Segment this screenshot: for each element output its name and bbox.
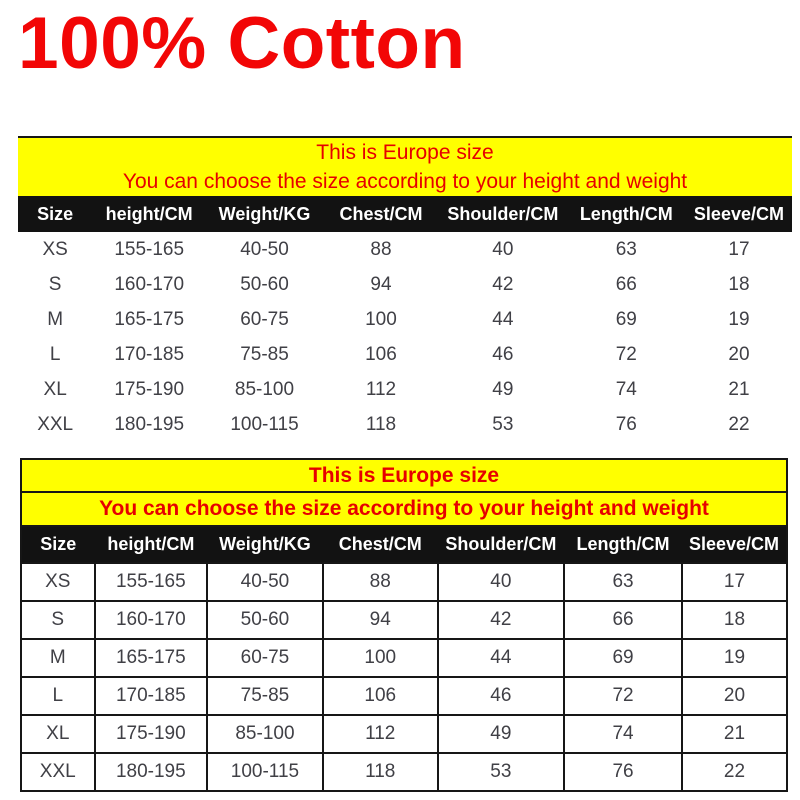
column-header-weight-kg: Weight/KG: [207, 526, 323, 563]
measurement-cell: 85-100: [207, 715, 323, 753]
measurement-cell: 66: [564, 601, 682, 639]
size-label-cell: XL: [21, 715, 95, 753]
measurement-cell: 69: [564, 639, 682, 677]
measurement-cell: 19: [686, 302, 792, 337]
size-row-l: [18, 337, 792, 372]
measurement-cell: 94: [323, 601, 438, 639]
measurement-cell: 170-185: [92, 337, 206, 372]
column-header-chest-cm: Chest/CM: [323, 196, 439, 232]
measurement-cell: 155-165: [92, 232, 206, 267]
measurement-cell: 106: [323, 677, 438, 715]
measurement-cell: 50-60: [207, 601, 323, 639]
size-chart-plain: [18, 136, 792, 442]
size-label-cell: M: [21, 639, 95, 677]
column-header-sleeve-cm: Sleeve/CM: [686, 196, 792, 232]
banner-subtitle: You can choose the size according to your height and weight: [122, 170, 688, 193]
column-header-size: Size: [18, 196, 92, 232]
measurement-cell: 175-190: [95, 715, 208, 753]
measurement-cell: 22: [686, 407, 792, 442]
measurement-cell: 40-50: [206, 232, 323, 267]
measurement-cell: 75-85: [207, 677, 323, 715]
column-header-weight-kg: Weight/KG: [206, 196, 323, 232]
measurement-cell: 40-50: [207, 563, 323, 601]
size-label-cell: XL: [18, 372, 92, 407]
measurement-cell: 170-185: [95, 677, 208, 715]
column-header-height-cm: height/CM: [92, 196, 206, 232]
measurement-cell: 21: [682, 715, 787, 753]
size-chart-bordered: [20, 458, 788, 792]
measurement-cell: 63: [564, 563, 682, 601]
measurement-cell: 18: [686, 267, 792, 302]
size-row-l: [21, 677, 787, 715]
measurement-cell: 155-165: [95, 563, 208, 601]
banner-title: This is Europe size: [22, 460, 786, 493]
measurement-cell: 106: [323, 337, 439, 372]
size-row-xxl: [21, 753, 787, 791]
banner-title: This is Europe size: [316, 141, 494, 164]
measurement-cell: 118: [323, 407, 439, 442]
size-label-cell: S: [18, 267, 92, 302]
measurement-cell: 40: [438, 563, 564, 601]
measurement-cell: 49: [439, 372, 567, 407]
measurement-cell: 63: [567, 232, 686, 267]
measurement-cell: 19: [682, 639, 787, 677]
measurement-cell: 46: [438, 677, 564, 715]
size-row-xl: [21, 715, 787, 753]
banner: [20, 458, 788, 525]
banner-subtitle: You can choose the size according to your height and weight: [99, 497, 709, 520]
size-label-cell: S: [21, 601, 95, 639]
size-label-cell: XXL: [21, 753, 95, 791]
measurement-cell: 180-195: [92, 407, 206, 442]
measurement-cell: 60-75: [206, 302, 323, 337]
measurement-cell: 17: [686, 232, 792, 267]
measurement-cell: 74: [567, 372, 686, 407]
column-header-length-cm: Length/CM: [564, 526, 682, 563]
size-label-cell: XS: [21, 563, 95, 601]
column-header-length-cm: Length/CM: [567, 196, 686, 232]
measurement-cell: 18: [682, 601, 787, 639]
size-table: [20, 525, 788, 792]
page-title: 100% Cotton: [18, 3, 466, 84]
column-header-shoulder-cm: Shoulder/CM: [439, 196, 567, 232]
size-row-xs: [18, 232, 792, 267]
measurement-cell: 44: [439, 302, 567, 337]
measurement-cell: 60-75: [207, 639, 323, 677]
measurement-cell: 94: [323, 267, 439, 302]
measurement-cell: 74: [564, 715, 682, 753]
header-row: [18, 196, 792, 232]
measurement-cell: 76: [564, 753, 682, 791]
size-row-xl: [18, 372, 792, 407]
size-row-xs: [21, 563, 787, 601]
measurement-cell: 53: [438, 753, 564, 791]
measurement-cell: 72: [567, 337, 686, 372]
column-header-sleeve-cm: Sleeve/CM: [682, 526, 787, 563]
measurement-cell: 17: [682, 563, 787, 601]
banner: [18, 136, 792, 196]
measurement-cell: 160-170: [95, 601, 208, 639]
measurement-cell: 53: [439, 407, 567, 442]
measurement-cell: 20: [682, 677, 787, 715]
size-label-cell: XS: [18, 232, 92, 267]
measurement-cell: 40: [439, 232, 567, 267]
measurement-cell: 42: [438, 601, 564, 639]
measurement-cell: 66: [567, 267, 686, 302]
measurement-cell: 21: [686, 372, 792, 407]
measurement-cell: 72: [564, 677, 682, 715]
size-label-cell: L: [18, 337, 92, 372]
column-header-size: Size: [21, 526, 95, 563]
measurement-cell: 69: [567, 302, 686, 337]
measurement-cell: 100: [323, 302, 439, 337]
measurement-cell: 49: [438, 715, 564, 753]
size-label-cell: XXL: [18, 407, 92, 442]
size-row-m: [18, 302, 792, 337]
measurement-cell: 42: [439, 267, 567, 302]
measurement-cell: 75-85: [206, 337, 323, 372]
size-row-s: [18, 267, 792, 302]
size-row-xxl: [18, 407, 792, 442]
measurement-cell: 165-175: [95, 639, 208, 677]
header-row: [21, 526, 787, 563]
measurement-cell: 88: [323, 563, 438, 601]
measurement-cell: 22: [682, 753, 787, 791]
measurement-cell: 100: [323, 639, 438, 677]
measurement-cell: 100-115: [207, 753, 323, 791]
measurement-cell: 118: [323, 753, 438, 791]
column-header-chest-cm: Chest/CM: [323, 526, 438, 563]
measurement-cell: 112: [323, 372, 439, 407]
measurement-cell: 46: [439, 337, 567, 372]
size-row-s: [21, 601, 787, 639]
size-label-cell: L: [21, 677, 95, 715]
measurement-cell: 76: [567, 407, 686, 442]
size-label-cell: M: [18, 302, 92, 337]
measurement-cell: 100-115: [206, 407, 323, 442]
column-header-height-cm: height/CM: [95, 526, 208, 563]
measurement-cell: 85-100: [206, 372, 323, 407]
column-header-shoulder-cm: Shoulder/CM: [438, 526, 564, 563]
measurement-cell: 44: [438, 639, 564, 677]
measurement-cell: 180-195: [95, 753, 208, 791]
measurement-cell: 112: [323, 715, 438, 753]
measurement-cell: 88: [323, 232, 439, 267]
measurement-cell: 165-175: [92, 302, 206, 337]
measurement-cell: 50-60: [206, 267, 323, 302]
size-table: [18, 196, 792, 442]
measurement-cell: 175-190: [92, 372, 206, 407]
size-row-m: [21, 639, 787, 677]
measurement-cell: 160-170: [92, 267, 206, 302]
measurement-cell: 20: [686, 337, 792, 372]
